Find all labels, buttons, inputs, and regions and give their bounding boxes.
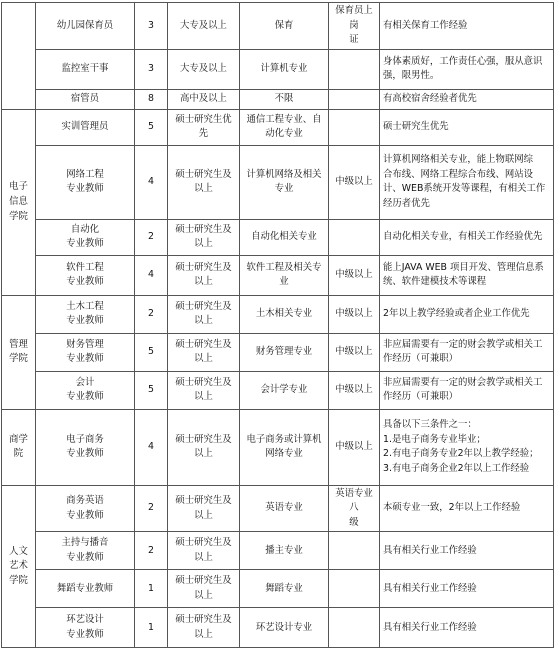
title-cell bbox=[329, 49, 380, 89]
education-cell: 高中及以上 bbox=[168, 89, 240, 109]
title-cell bbox=[329, 570, 380, 608]
education-cell: 硕士研究生及 以上 bbox=[168, 219, 240, 255]
title-cell: 英语专业八 级 bbox=[329, 485, 380, 532]
position-cell: 主持与播音 专业教师 bbox=[36, 532, 135, 570]
count-cell: 1 bbox=[135, 608, 168, 648]
title-cell: 中级以上 bbox=[329, 371, 380, 409]
requirements-cell: 有相关保育工作经验 bbox=[380, 3, 554, 50]
count-cell: 4 bbox=[135, 255, 168, 295]
count-cell: 5 bbox=[135, 371, 168, 409]
table-row bbox=[2, 145, 554, 219]
requirements-cell: 具有相关行业工作经验 bbox=[380, 570, 554, 608]
title-cell bbox=[329, 532, 380, 570]
title-cell: 中级以上 bbox=[329, 409, 380, 485]
education-cell: 硕士研究生及 以上 bbox=[168, 333, 240, 371]
count-cell: 4 bbox=[135, 145, 168, 219]
table-row bbox=[2, 89, 554, 109]
requirements-cell: 非应届需要有一定的财会教学或相关工 作经历（可兼职） bbox=[380, 371, 554, 409]
title-cell: 中级以上 bbox=[329, 333, 380, 371]
position-cell: 幼儿园保育员 bbox=[36, 3, 135, 50]
position-cell: 土木工程 专业教师 bbox=[36, 295, 135, 333]
requirements-cell: 2年以上教学经验或者企业工作优先 bbox=[380, 295, 554, 333]
dept-cell bbox=[2, 3, 36, 110]
major-cell: 保育 bbox=[240, 3, 329, 50]
table-row bbox=[2, 255, 554, 295]
requirements-cell: 具有相关行业工作经验 bbox=[380, 608, 554, 648]
education-cell: 硕士研究生及 以上 bbox=[168, 255, 240, 295]
education-cell: 硕士研究生及 以上 bbox=[168, 485, 240, 532]
position-cell: 网络工程 专业教师 bbox=[36, 145, 135, 219]
requirements-cell: 硕士研究生优先 bbox=[380, 109, 554, 145]
table-row bbox=[2, 3, 554, 50]
table-row bbox=[2, 532, 554, 570]
position-cell: 监控室干事 bbox=[36, 49, 135, 89]
position-cell: 环艺设计 专业教师 bbox=[36, 608, 135, 648]
major-cell: 财务管理专业 bbox=[240, 333, 329, 371]
education-cell: 硕士研究生及 以上 bbox=[168, 608, 240, 648]
table-row bbox=[2, 371, 554, 409]
education-cell: 硕士研究生优 先 bbox=[168, 109, 240, 145]
education-cell: 大专及以上 bbox=[168, 49, 240, 89]
dept-cell: 管理学院 bbox=[2, 295, 36, 409]
major-cell: 土木相关专业 bbox=[240, 295, 329, 333]
requirements-cell: 有高校宿舍经验者优先 bbox=[380, 89, 554, 109]
recruitment-table bbox=[1, 2, 554, 648]
title-cell: 保育员上岗 证 bbox=[329, 3, 380, 50]
title-cell bbox=[329, 109, 380, 145]
dept-cell: 人文艺术学院 bbox=[2, 485, 36, 648]
count-cell: 3 bbox=[135, 3, 168, 50]
table-row bbox=[2, 49, 554, 89]
position-cell: 实训管理员 bbox=[36, 109, 135, 145]
count-cell: 2 bbox=[135, 219, 168, 255]
table-row bbox=[2, 409, 554, 485]
position-cell: 软件工程 专业教师 bbox=[36, 255, 135, 295]
major-cell: 自动化相关专业 bbox=[240, 219, 329, 255]
position-cell: 电子商务 专业教师 bbox=[36, 409, 135, 485]
table-row bbox=[2, 295, 554, 333]
position-cell: 财务管理 专业教师 bbox=[36, 333, 135, 371]
count-cell: 4 bbox=[135, 409, 168, 485]
count-cell: 5 bbox=[135, 333, 168, 371]
count-cell: 2 bbox=[135, 532, 168, 570]
education-cell: 硕士研究生及 以上 bbox=[168, 570, 240, 608]
major-cell: 计算机网络及相关 专业 bbox=[240, 145, 329, 219]
dept-cell: 电子信息学院 bbox=[2, 109, 36, 295]
position-cell: 自动化 专业教师 bbox=[36, 219, 135, 255]
major-cell: 英语专业 bbox=[240, 485, 329, 532]
major-cell: 电子商务或计算机 网络专业 bbox=[240, 409, 329, 485]
requirements-cell: 身体素质好，工作责任心强，服从意识 强，限男性。 bbox=[380, 49, 554, 89]
table-row bbox=[2, 485, 554, 532]
title-cell bbox=[329, 89, 380, 109]
requirements-cell: 具备以下三条件之一： 1.是电子商务专业毕业； 2.有电子商务专业2年以上教学经验； 3.有电子商务企业2年以上工作经验 bbox=[380, 409, 554, 485]
position-cell: 商务英语 专业教师 bbox=[36, 485, 135, 532]
count-cell: 8 bbox=[135, 89, 168, 109]
requirements-cell: 计算机网络相关专业，能上物联网综 合布线、网络工程综合布线、网站设 计、WEB系统开发等课程，有相关工作 经历者优先 bbox=[380, 145, 554, 219]
requirements-cell: 具有相关行业工作经验 bbox=[380, 532, 554, 570]
requirements-cell: 本硕专业一致，2年以上工作经验 bbox=[380, 485, 554, 532]
table-row bbox=[2, 219, 554, 255]
table-row bbox=[2, 570, 554, 608]
count-cell: 1 bbox=[135, 570, 168, 608]
table-row bbox=[2, 109, 554, 145]
education-cell: 硕士研究生及 以上 bbox=[168, 409, 240, 485]
count-cell: 2 bbox=[135, 295, 168, 333]
table-row bbox=[2, 608, 554, 648]
requirements-cell: 非应届需要有一定的财会教学或相关工 作经历（可兼职） bbox=[380, 333, 554, 371]
major-cell: 计算机专业 bbox=[240, 49, 329, 89]
position-cell: 舞蹈专业教师 bbox=[36, 570, 135, 608]
position-cell: 会计 专业教师 bbox=[36, 371, 135, 409]
dept-cell: 商学院 bbox=[2, 409, 36, 485]
table-row bbox=[2, 333, 554, 371]
education-cell: 硕士研究生及 以上 bbox=[168, 532, 240, 570]
major-cell: 舞蹈专业 bbox=[240, 570, 329, 608]
count-cell: 2 bbox=[135, 485, 168, 532]
education-cell: 大专及以上 bbox=[168, 3, 240, 50]
major-cell: 播主专业 bbox=[240, 532, 329, 570]
title-cell: 中级以上 bbox=[329, 255, 380, 295]
title-cell: 中级以上 bbox=[329, 145, 380, 219]
education-cell: 硕士研究生及 以上 bbox=[168, 371, 240, 409]
count-cell: 5 bbox=[135, 109, 168, 145]
title-cell bbox=[329, 219, 380, 255]
position-cell: 宿管员 bbox=[36, 89, 135, 109]
requirements-cell: 能上JAVA WEB 项目开发、管理信息系 统、软件建模技术等课程 bbox=[380, 255, 554, 295]
title-cell: 中级以上 bbox=[329, 295, 380, 333]
title-cell bbox=[329, 608, 380, 648]
major-cell: 环艺设计专业 bbox=[240, 608, 329, 648]
education-cell: 硕士研究生及 以上 bbox=[168, 145, 240, 219]
requirements-cell: 自动化相关专业，有相关工作经验优先 bbox=[380, 219, 554, 255]
major-cell: 不限 bbox=[240, 89, 329, 109]
major-cell: 通信工程专业、自 动化专业 bbox=[240, 109, 329, 145]
education-cell: 硕士研究生及 以上 bbox=[168, 295, 240, 333]
major-cell: 会计学专业 bbox=[240, 371, 329, 409]
count-cell: 3 bbox=[135, 49, 168, 89]
major-cell: 软件工程及相关专 业 bbox=[240, 255, 329, 295]
